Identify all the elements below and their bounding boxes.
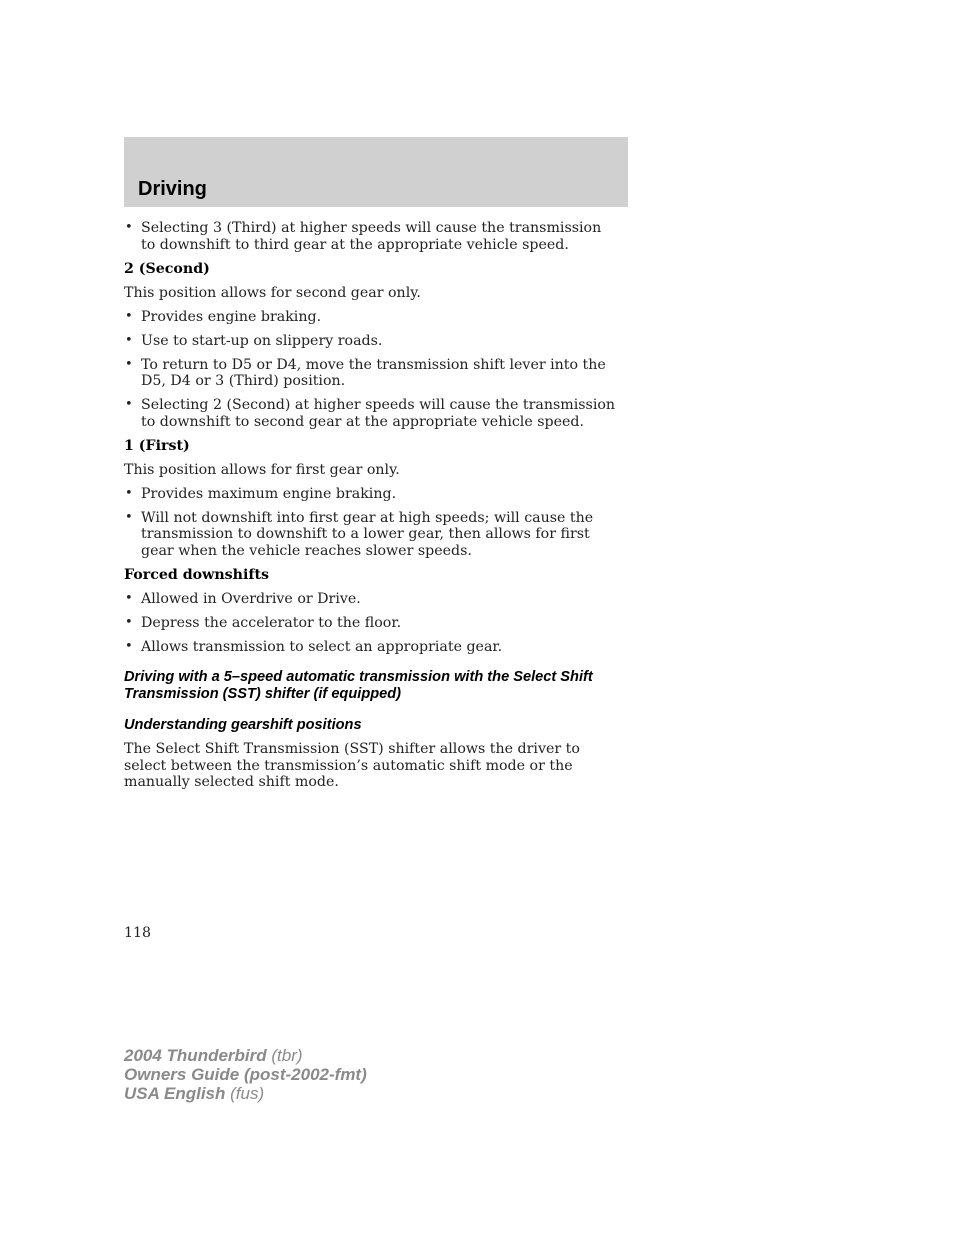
- list-item: • Allowed in Overdrive or Drive.: [125, 590, 361, 607]
- sst-heading: Driving with a 5–speed automatic transmission with the Select Shift Transmission (SST) shifter (if equipped): [124, 669, 593, 702]
- page-number: 118: [124, 925, 152, 941]
- list-item: • Allows transmission to select an appropriate gear.: [125, 638, 503, 655]
- list-item: • Use to start-up on slippery roads.: [125, 332, 383, 349]
- bullet-icon: •: [125, 356, 133, 372]
- bullet-icon: •: [125, 590, 133, 606]
- sst-subheading: Understanding gearshift positions: [124, 717, 362, 733]
- page-content: [124, 220, 619, 798]
- forced-heading: Forced downshifts: [124, 566, 270, 583]
- list-item: • Depress the accelerator to the floor.: [125, 614, 402, 631]
- list-item: • Provides engine braking.: [125, 308, 322, 325]
- list-item: • Selecting 3 (Third) at higher speeds will cause the transmission to downshift to third gear at the appropriate vehicle speed.: [125, 220, 602, 253]
- list-item: • Will not downshift into first gear at high speeds; will cause the transmission to downshift to a lower gear, then allows for first gear when the vehicle reaches slower speeds.: [125, 509, 594, 559]
- bullet-icon: •: [125, 308, 133, 324]
- bullet-icon: •: [125, 638, 133, 654]
- document-footer: [124, 1046, 367, 1103]
- intro-bullet-list: [124, 220, 619, 253]
- list-item: • To return to D5 or D4, move the transmission shift lever into the D5, D4 or 3 (Third) position.: [125, 356, 606, 389]
- sst-description: The Select Shift Transmission (SST) shifter allows the driver to select between the transmission’s automatic shift mode or the manually selected shift mode.: [124, 741, 580, 790]
- bullet-icon: •: [125, 220, 133, 235]
- section-title: Driving: [138, 178, 207, 200]
- second-heading: 2 (Second): [124, 260, 210, 277]
- bullet-icon: •: [125, 485, 133, 501]
- footer-line-1: 2004 Thunderbird (tbr): [124, 1046, 303, 1065]
- bullet-icon: •: [125, 509, 133, 525]
- second-description: This position allows for second gear only.: [124, 284, 421, 301]
- bullet-icon: •: [125, 614, 133, 630]
- section-header: [124, 137, 628, 207]
- second-bullet-list: [124, 309, 619, 431]
- footer-line-2: Owners Guide (post-2002-fmt): [124, 1065, 367, 1084]
- first-bullet-list: [124, 486, 619, 560]
- first-description: This position allows for first gear only.: [124, 461, 400, 478]
- forced-bullet-list: [124, 591, 619, 656]
- footer-line-3: USA English (fus): [124, 1084, 265, 1103]
- list-item: • Provides maximum engine braking.: [125, 485, 397, 502]
- bullet-icon: •: [125, 332, 133, 348]
- first-heading: 1 (First): [124, 437, 190, 454]
- bullet-icon: •: [125, 397, 133, 412]
- list-item: • Selecting 2 (Second) at higher speeds will cause the transmission to downshift to second gear at the appropriate vehicle speed.: [125, 397, 616, 430]
